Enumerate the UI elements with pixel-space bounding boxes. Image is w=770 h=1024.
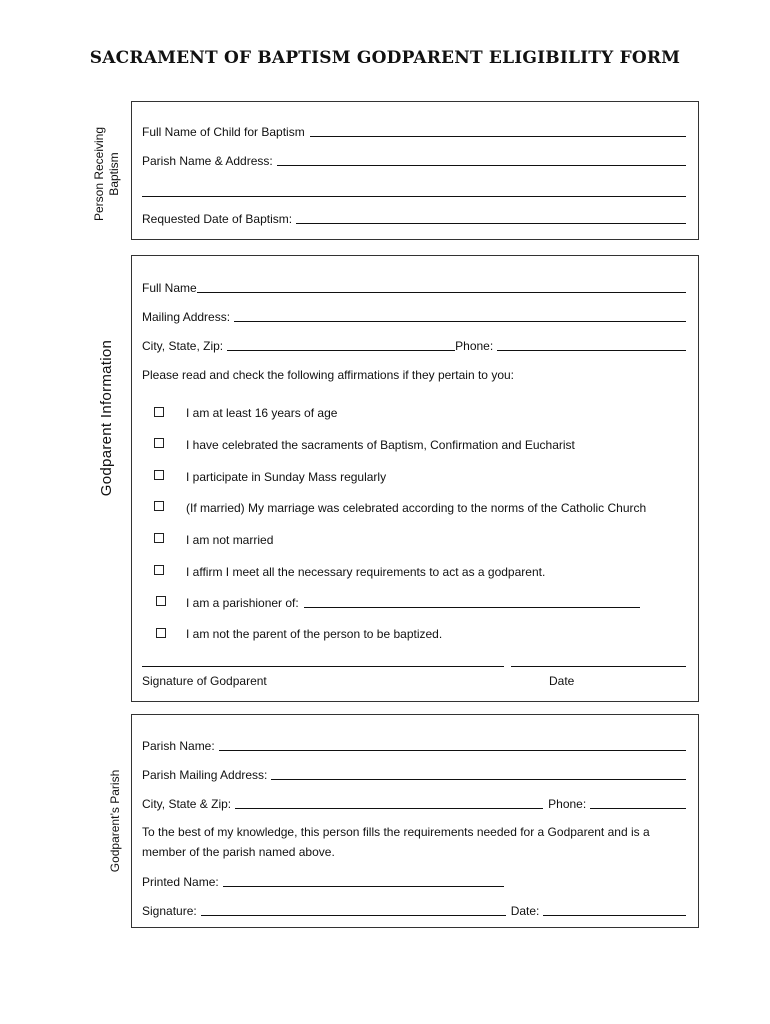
parishioner-of-field[interactable]: [304, 595, 640, 608]
section-label-person-receiving-baptism: [92, 114, 124, 234]
parish-phone-label: Phone:: [548, 797, 587, 811]
parish-label: Parish Name & Address:: [142, 154, 273, 168]
parishioner-row: [186, 595, 640, 610]
godparent-date-field[interactable]: [511, 666, 686, 667]
affirmation-checkbox-6[interactable]: [154, 565, 164, 575]
parish-phone-field[interactable]: [590, 796, 686, 809]
child-name-label: Full Name of Child for Baptism: [142, 125, 305, 139]
parish-city-label: City, State & Zip:: [142, 797, 232, 811]
city-phone-row: [142, 338, 686, 353]
parish-field[interactable]: [277, 153, 686, 166]
parish-name-row: [142, 738, 686, 753]
requested-date-field[interactable]: [296, 211, 686, 224]
phone-label: Phone:: [455, 339, 494, 353]
pastor-signature-row: [142, 903, 686, 918]
parish-row: [142, 153, 686, 168]
affirmation-checkbox-2[interactable]: [154, 438, 164, 448]
side-label-line2: Baptism: [107, 152, 121, 196]
parish-mailing-label: Parish Mailing Address:: [142, 768, 268, 782]
mailing-label: Mailing Address:: [142, 310, 231, 324]
parish-mailing-row: [142, 767, 686, 782]
child-name-field[interactable]: [310, 124, 686, 137]
printed-name-field[interactable]: [223, 874, 504, 887]
parish-name-label: Parish Name:: [142, 739, 215, 753]
affirmation-instructions: Please read and check the following affirmations if they pertain to you:: [142, 368, 514, 382]
parish-name-field[interactable]: [219, 738, 686, 751]
pastor-signature-label: Signature:: [142, 904, 197, 918]
affirmation-text-8: I am not the parent of the person to be baptized.: [186, 627, 443, 641]
city-label: City, State, Zip:: [142, 339, 224, 353]
pastor-date-label: Date:: [510, 904, 540, 918]
requested-date-label: Requested Date of Baptism:: [142, 212, 293, 226]
godparent-signature-label: Signature of Godparent: [142, 674, 267, 688]
section-label-godparents-parish: Godparent’s Parish: [108, 769, 122, 873]
full-name-label: Full Name: [142, 281, 197, 295]
parish-city-field[interactable]: [235, 796, 543, 809]
affirmation-checkbox-4[interactable]: [154, 501, 164, 511]
requested-date-row: [142, 211, 686, 226]
pastor-signature-field[interactable]: [201, 903, 506, 916]
affirmation-checkbox-5[interactable]: [154, 533, 164, 543]
parish-mailing-field[interactable]: [271, 767, 686, 780]
printed-name-row: [142, 874, 504, 889]
affirmation-checkbox-1[interactable]: [154, 407, 164, 417]
affirmation-text-5: I am not married: [186, 533, 274, 547]
pastor-date-field[interactable]: [543, 903, 686, 916]
affirmation-text-4: (If married) My marriage was celebrated according to the norms of the Catholic Church: [186, 501, 647, 515]
mailing-row: [142, 309, 686, 324]
parish-field-line2[interactable]: [142, 196, 686, 197]
affirmation-text-7: I am a parishioner of:: [186, 596, 299, 610]
mailing-field[interactable]: [234, 309, 686, 322]
affirmation-checkbox-8[interactable]: [156, 628, 166, 638]
full-name-row: [142, 280, 686, 295]
affirmation-text-1: I am at least 16 years of age: [186, 406, 338, 420]
form-title: SACRAMENT OF BAPTISM GODPARENT ELIGIBILITY FORM: [89, 48, 681, 68]
child-name-row: [142, 124, 686, 139]
affirmation-text-2: I have celebrated the sacraments of Baptism, Confirmation and Eucharist: [186, 438, 575, 452]
pastor-statement: To the best of my knowledge, this person fills the requirements needed for a Godparent and is a member of the parish named above.: [142, 825, 650, 859]
full-name-field[interactable]: [197, 280, 686, 293]
side-label-line1: Person Receiving: [92, 126, 106, 222]
parish-city-phone-row: [142, 796, 686, 811]
godparent-signature-field[interactable]: [142, 666, 504, 667]
affirmation-text-6: I affirm I meet all the necessary requirements to act as a godparent.: [186, 565, 546, 579]
affirmation-checkbox-7[interactable]: [156, 596, 166, 606]
phone-field[interactable]: [497, 338, 686, 351]
section-label-godparent-information: Godparent Information: [98, 339, 115, 497]
godparent-date-label: Date: [549, 674, 575, 688]
city-field[interactable]: [227, 338, 455, 351]
affirmation-text-3: I participate in Sunday Mass regularly: [186, 470, 387, 484]
printed-name-label: Printed Name:: [142, 875, 219, 889]
affirmation-checkbox-3[interactable]: [154, 470, 164, 480]
